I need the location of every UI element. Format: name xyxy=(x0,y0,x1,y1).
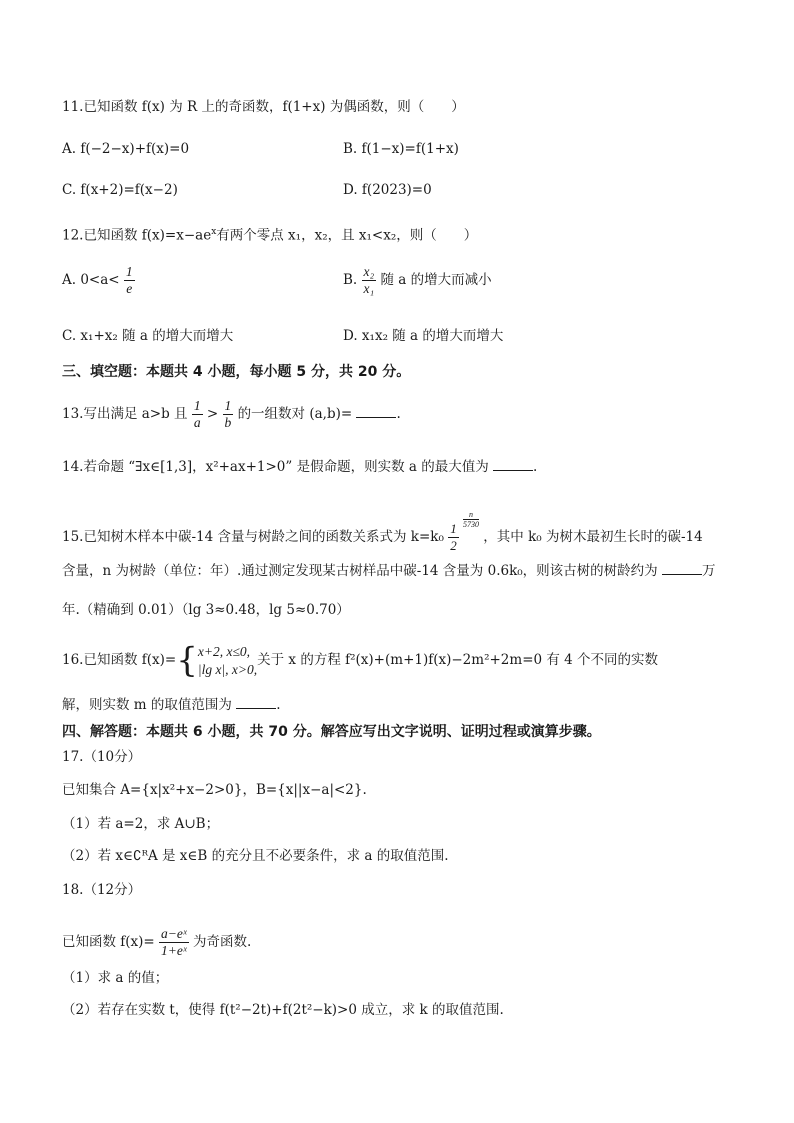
question-11-option-c: C. f(x+2)=f(x−2) xyxy=(62,182,178,198)
question-13 xyxy=(62,398,401,431)
question-13-fraction-1 xyxy=(192,398,203,431)
fraction-numerator: x₂ xyxy=(363,264,375,279)
piecewise-case-2: |lg x|, x>0, xyxy=(197,661,258,677)
question-16-line-2-text: 解，则实数 m 的取值范围为 xyxy=(62,697,232,713)
question-12-option-a-fraction xyxy=(124,264,135,297)
section-4-heading: 四、解答题：本题共 6 小题，共 70 分。解答应写出文字说明、证明过程或演算步骤。 xyxy=(62,724,601,740)
question-15-half-fraction xyxy=(448,521,459,554)
question-14 xyxy=(62,456,537,477)
question-15-line-3: 年.（精确到 0.01）（lg 3≈0.48，lg 5≈0.70） xyxy=(62,602,350,618)
fraction-denominator: 1+eˣ xyxy=(161,943,187,958)
question-16-tail: 关于 x 的方程 f²(x)+(m+1)f(x)−2m²+2m=0 有 4 个不同的实数 xyxy=(257,652,659,668)
question-18-stem-tail: 为奇函数. xyxy=(193,934,252,950)
question-17-part-1: （1）若 a=2，求 A∪B； xyxy=(62,816,220,832)
answer-blank[interactable] xyxy=(493,456,533,471)
fraction-denominator: b xyxy=(224,415,232,430)
fraction-denominator: e xyxy=(126,281,133,296)
question-12-stem-tail: 有两个零点 x₁，x₂，且 x₁<x₂，则（ ） xyxy=(216,227,478,244)
answer-blank[interactable] xyxy=(356,403,396,418)
question-12-option-b-tail: 随 a 的增大而减小 xyxy=(380,272,492,288)
question-12-stem xyxy=(62,222,477,246)
fraction-denominator: 2 xyxy=(450,538,457,553)
question-17-heading: 17.（10分） xyxy=(62,749,142,765)
piecewise-case-1: x+2, x≤0, xyxy=(197,643,250,659)
answer-blank[interactable] xyxy=(662,560,702,575)
question-18-stem-prefix: 已知函数 f(x)= xyxy=(62,934,155,950)
question-18-part-1: （1）求 a 的值； xyxy=(62,970,169,986)
question-18-fraction xyxy=(159,926,189,959)
question-12-option-b-fraction xyxy=(362,264,377,297)
question-17-part-2: （2）若 x∈∁ᴿA 是 x∈B 的充分且不必要条件，求 a 的取值范围. xyxy=(62,848,449,864)
section-3-heading: 三、填空题：本题共 4 小题，每小题 5 分，共 20 分。 xyxy=(62,364,411,380)
question-15-line-2-tail: 万 xyxy=(701,563,716,579)
answer-blank[interactable] xyxy=(236,694,276,709)
question-15-line-1 xyxy=(62,510,703,554)
question-13-gt: > xyxy=(206,406,219,422)
fraction-numerator: n xyxy=(463,510,479,520)
fraction-numerator: 1 xyxy=(224,398,232,413)
fraction-numerator: 1 xyxy=(125,264,133,279)
question-15-prefix: 15.已知树木样本中碳-14 含量与树龄之间的函数关系式为 k=k₀ xyxy=(62,529,444,545)
question-18-stem xyxy=(62,922,251,962)
question-18-part-2: （2）若存在实数 t，使得 f(t²−2t)+f(2t²−k)>0 成立，求 k 的取值范围. xyxy=(62,1002,504,1018)
fraction-numerator: 1 xyxy=(450,521,457,536)
question-16-end: . xyxy=(276,697,281,713)
question-16-line-1 xyxy=(62,640,658,680)
question-17-stem: 已知集合 A={x|x²+x−2>0}，B={x||x−a|<2}. xyxy=(62,782,367,798)
question-11-option-b: B. f(1−x)=f(1+x) xyxy=(343,141,459,157)
question-12-stem-text: 12.已知函数 f(x)=x−ae xyxy=(62,227,212,244)
question-16-prefix: 16.已知函数 f(x)= xyxy=(62,652,177,668)
question-16-piecewise xyxy=(198,643,257,679)
question-13-prefix: 13.写出满足 a>b 且 xyxy=(62,406,188,422)
question-13-tail: 的一组数对 (a,b)= xyxy=(237,406,353,422)
question-12-option-d: D. x₁x₂ 随 a 的增大而增大 xyxy=(343,328,504,344)
question-13-fraction-2 xyxy=(223,398,234,431)
question-16-line-2 xyxy=(62,694,280,715)
left-brace: { xyxy=(176,640,198,681)
question-13-end: . xyxy=(396,406,401,422)
question-12-option-a-prefix: A. 0<a< xyxy=(62,272,120,288)
question-12-option-b xyxy=(343,264,492,297)
fraction-denominator: a xyxy=(193,415,201,430)
question-12-option-a xyxy=(62,264,135,297)
fraction-numerator: 1 xyxy=(193,398,201,413)
question-12-stem-exponent: x xyxy=(211,227,217,237)
question-11-stem: 11.已知函数 f(x) 为 R 上的奇函数，f(1+x) 为偶函数，则（ ） xyxy=(62,99,465,115)
question-15-line-2 xyxy=(62,560,715,581)
question-11-option-a: A. f(−2−x)+f(x)=0 xyxy=(62,141,190,157)
question-15-exponent-fraction xyxy=(463,510,479,529)
fraction-denominator: x₁ xyxy=(363,281,375,296)
fraction-numerator: a−eˣ xyxy=(161,926,187,941)
question-11-option-d: D. f(2023)=0 xyxy=(343,182,432,198)
question-15-line-2-text: 含量，n 为树龄（单位：年）.通过测定发现某古树样品中碳-14 含量为 0.6k₀，则该古树的树龄约为 xyxy=(62,563,658,579)
fraction-denominator: 5730 xyxy=(462,520,479,529)
question-12-option-c: C. x₁+x₂ 随 a 的增大而增大 xyxy=(62,328,234,344)
question-18-heading: 18.（12分） xyxy=(62,882,142,898)
question-14-end: . xyxy=(533,459,538,475)
question-14-text: 14.若命题 “∃x∈[1,3]，x²+ax+1>0” 是假命题，则实数 a 的最大值为 xyxy=(62,459,489,475)
question-12-option-b-prefix: B. xyxy=(343,272,358,288)
question-15-tail: ，其中 k₀ 为树木最初生长时的碳-14 xyxy=(483,529,703,545)
